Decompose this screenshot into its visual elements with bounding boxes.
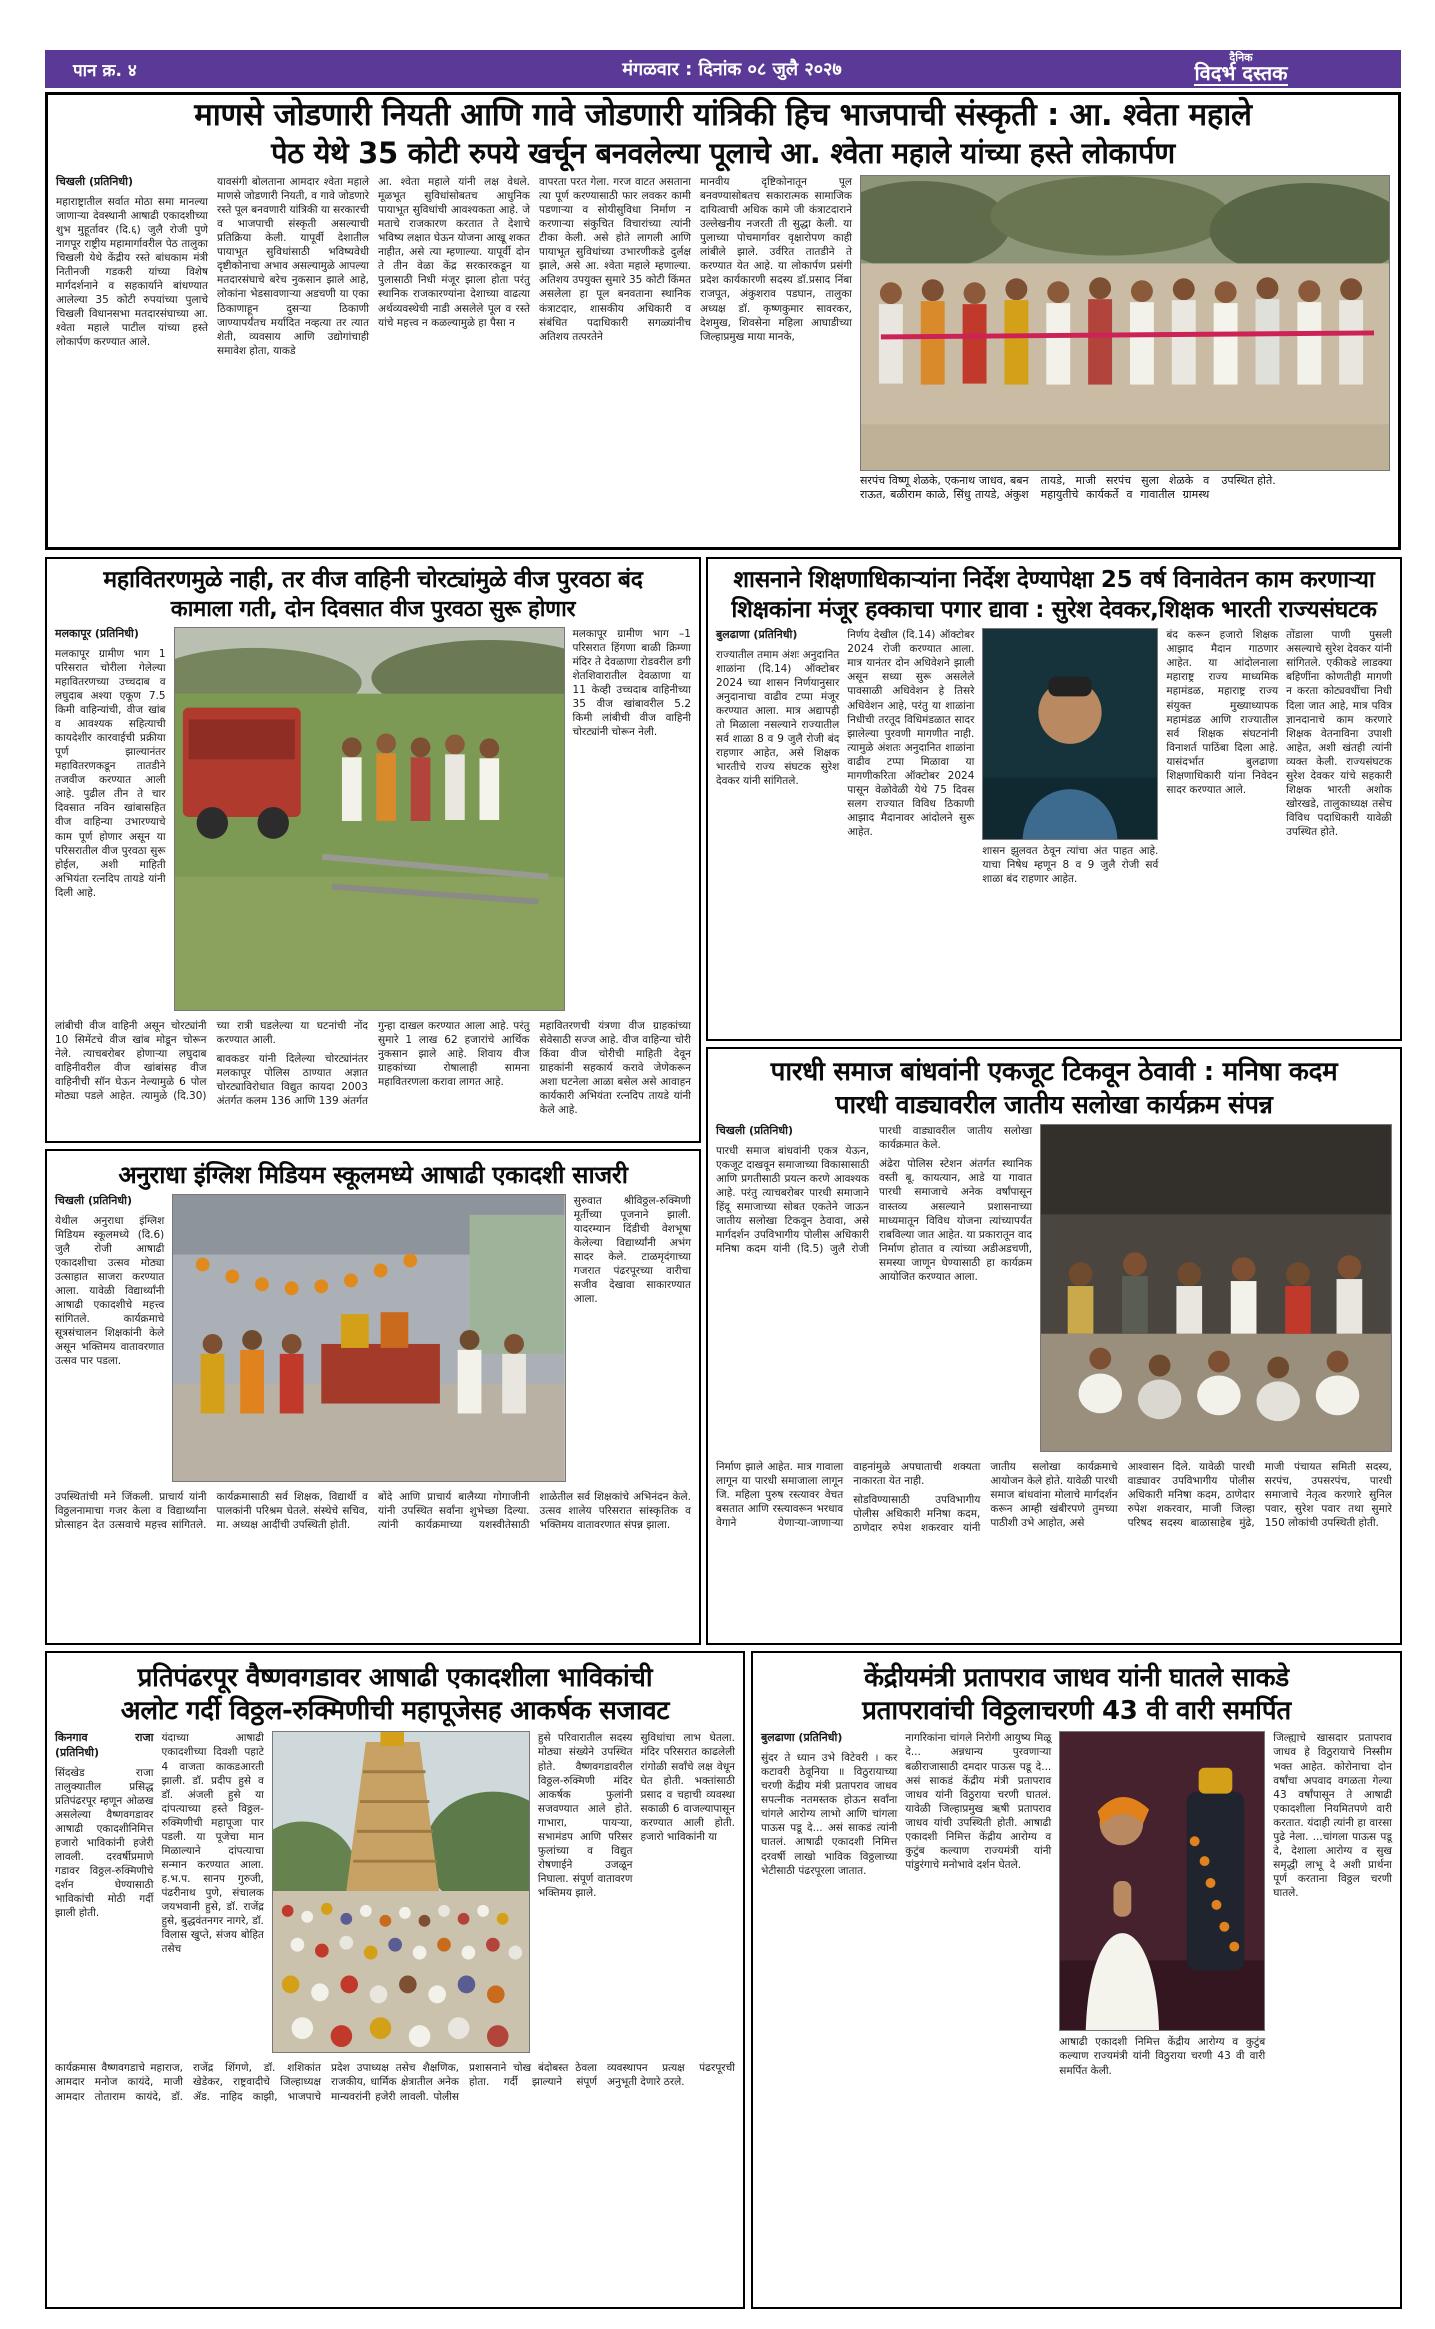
article-3-column-2 (847, 628, 974, 1002)
article-6-column-4 (640, 1731, 735, 2057)
article-2-paragraph: मलकापूर ग्रामीण भाग –1 परिसरात हिंगणा बाळी क्रिम्णा मंदिर ते देवळाणा रोडवरील डगी शेतशिवारातील देवळाणा या 11 केव्ही उच्चदाब वाहिनीच्या 35 वीज खांबावरील 5.2 किमी लांबीची वीज वाहिनी चोरट्यांनी चोरून नेली. (572, 627, 691, 739)
article-2-subheadline: कामाला गती, दोन दिवसात वीज पुरवठा सुरू होणार (170, 596, 576, 622)
article-6-bottom-columns (47, 2057, 743, 2267)
article-3-column-4 (1166, 628, 1278, 1002)
article-pardhi-harmony (706, 1047, 1402, 1645)
article-7-paragraph: जिल्ह्याचे खासदार प्रतापराव जाधव हे विठुरायाचे निस्सीम भक्त आहेत. कोरोनाचा दोन वर्षांचा अपवाद वगळता गेल्या 43 वर्षांपासून ते आषाढी एकादशीला नियमितपणे वारी करतात. यंदाही त्यांनी हा वारसा पुढे नेला. ...चांगला पाऊस पडू दे, देशाला आरोग्य व सुख समृद्धी लाभू दे अशी प्रार्थना पूर्ण करताना विठ्ठल चरणी घातले. (1273, 1732, 1393, 1900)
article-4-headline: पारधी समाज बांधवांनी एकजूट टिकवून ठेवावी : मनिषा कदम (770, 1057, 1338, 1087)
article-6-paragraph: सुविधांचा लाभ घेतला. मंदिर परिसरात काढलेली रांगोळी सर्वांचे लक्ष वेधून घेत होती. भक्तांसाठी प्रसाद व चहाची व्यवस्था सकाळी 6 वाजल्यापासून करण्यात आली होती. हजारो भाविकांनी या (640, 1732, 735, 1843)
article-7-column-2 (905, 1731, 1051, 2267)
article-6-column-2 (161, 1731, 263, 2057)
article-6-paragraph: यंदाच्या आषाढी एकादशीच्या दिवशी पहाटे 4 वाजता काकडआरती झाली. डॉ. प्रदीप हुसे व डॉ. अंजली हुसे या दांपत्याच्या हस्ते विठ्ठल-रुक्मिणीची महापूजा पार पडली. या पूजेचा मान मिळाल्याने दांपत्याचा सन्मान करण्यात आला. ह.भ.प. सानप गुरुजी, पंढरीनाथ पुणे, संचालक जयभवानी हुसे, डॉ. राजेंद्र हुसे, बुद्धवंतनगर नागरे, डॉ. विलास खुप्ते, संजय बोहित तसेच (161, 1732, 264, 1956)
article-3-paragraph: राज्यातील तमाम अंशः अनुदानित शाळांना (दि.14) ऑक्टोबर 2024 च्या शासन निर्णयानुसार अनुदानाचा वाढीव टप्पा मंजूर करण्यात आला. मात्र अद्यापही तो मिळाला नसल्याने राज्यातील सर्व शाळा 8 व 9 जुलै रोजी बंद राहणार आहेत, असे शिक्षक भारतीचे राज्य संघटक सुरेश देवकर यांनी सांगितले. (716, 648, 840, 788)
article-1-dateline: चिखली (प्रतिनिधी) (56, 174, 133, 188)
article-7-column-4 (1273, 1731, 1392, 2267)
article-5-dateline: चिखली (प्रतिनिधी) (55, 1193, 132, 1207)
power-photo-illustration (175, 628, 564, 1010)
masthead (1091, 52, 1401, 86)
article-5-paragraph: येथील अनुराधा इंग्लिश मिडियम स्कूलमध्ये (दि.6) जुलै रोजी आषाढी एकादशीचा उत्सव मोठ्या उत्साहात साजरा करण्यात आला. यावेळी विद्यार्थ्यांनी आषाढी एकादशीचे महत्त्व सांगितले. कार्यक्रमाचे सूत्रसंचालन शिक्षकांनी केले असून भक्तिमय वातावरणात उत्सव पार पडला. (55, 1214, 165, 1368)
article-2-left-column (55, 627, 166, 1015)
article-3-column-5 (1286, 628, 1392, 1002)
article-3-dateline: बुलढाणा (प्रतिनिधी) (716, 628, 798, 642)
praying-illustration (1060, 1732, 1264, 2030)
article-2-right-column (573, 627, 691, 1015)
article-5-headline: अनुराधा इंग्लिश मिडियम स्कूलमध्ये आषाढी एकादशी साजरी (118, 1161, 628, 1189)
edition-date: मंगळवार : दिनांक ०८ जुलै २०२७ (622, 59, 842, 80)
article-4-paragraph: सोडविण्यासाठी उपविभागीय पोलीस अधिकारी मनिषा कदम, ठाणेदार रुपेश शकरवार यांनी जातीय सलोखा कार्यक्रमाचे आयोजन केले होते. यावेळी पारधी समाज बांधवांना मोलाचे मार्गदर्शन करून आम्ही खंबीरपणे तुमच्या पाठीशी उभे आहोत, असे (853, 1461, 1118, 1535)
gathering-illustration (1041, 1125, 1391, 1451)
article-5-left-column (55, 1194, 164, 1486)
article-4-bottom-columns (708, 1456, 1400, 1634)
article-6-headline: प्रतिपंढरपूर वैष्णवगडावर आषाढी एकादशीला भाविकांची (137, 1663, 653, 1693)
article-3-subheadline: शिक्षकांना मंजूर हक्काचा पगार द्यावा : सुरेश देवकर,शिक्षक भारती राज्यसंघटक (731, 596, 1377, 623)
article-1-subheadline: पेठ येथे 35 कोटी रुपये खर्चून बनवलेल्या पूलाचे आ. श्वेता महाले यांच्या हस्ते लोकार्पण (271, 136, 1175, 171)
article-6-dateline: किनगाव राजा (प्रतिनिधी) (55, 1731, 154, 1760)
article-4-dateline: चिखली (प्रतिनिधी) (716, 1124, 793, 1138)
article-7-column-3 (1059, 2035, 1265, 2077)
suresh-devkar-portrait-photo (982, 628, 1158, 840)
article-4-paragraph: निर्माण झाले आहेत. मात्र गावाला लागून या पारधी समाजाला लागून जि. महिला पुरुष रस्त्यावर वेचत बसतात आणि रस्त्यावरून भरधाव वेगाने येणाऱ्या-जाणाऱ्या वाहनांमुळे अपघाताची शक्यता नाकारता येत नाही. (716, 1461, 981, 1530)
page-number: पान क्र. ४ (73, 60, 137, 81)
article-7-paragraph: आषाढी एकादशी निमित्त केंद्रीय आरोग्य व कुटुंब कल्याण राज्यमंत्री यांनी विठुराया चरणी 43 वी वारी समर्पित केली. (1059, 2036, 1266, 2077)
article-3-paragraph: तोंडाला पाणी पुसली असल्याचे सुरेश देवकर यांनी सांगितले. एकीकडे लाडक्या बहिणींना कोणतीही मागणी न करता कोट्यवधींचा निधी दिला जात आहे, मात्र पवित्र ज्ञानदानाचे काम करणारे शिक्षक वेतनाविना उपाशी आहेत, अशी खंतही त्यांनी व्यक्त केली. राज्यसंघटक सुरेश देवकर यांचे सहकारी शिक्षक भारती अशोक खोरखडे, तालुकाध्यक्ष तसेच विविध पदाधिकारी यावेळी उपस्थित होते. (1286, 629, 1392, 839)
article-3-column-3 (982, 844, 1158, 886)
article-5-paragraph: बोंदे आणि प्राचार्य बालैय्या गोगाजीनी यांनी उपस्थित सर्वांना शुभेच्छा दिल्या. त्यांनी कार्यक्रमाच्या यशस्वीतेसाठी शाळेतील सर्व शिक्षकांचे अभिनंदन केले. उत्सव शालेय परिसरात सांस्कृतिक व भक्तिमय वातावरणात संपन्न झाला. (378, 1490, 691, 1531)
article-3-paragraph: बंद करून हजारो शिक्षक आझाद मैदान गाठणार आहेत. या आंदोलनाला महाराष्ट्र राज्य माध्यमिक महामंडळ, महाराष्ट्र राज्य संयुक्त मुख्याध्यापक महामंडळ आणि राज्यातील सर्व शिक्षक संघटनांनी विनाशर्त पाठिंबा दिला आहे. यासंदर्भात बुलढाणा शिक्षणाधिकारी यांना निवेदन सादर करण्यात आले. (1166, 629, 1279, 796)
article-2-paragraph: लांबीची वीज वाहिनी असून चोरट्यांनी 10 सिमेंटचे वीज खांब मोडून चोरून नेले. त्याचबरोबर होणाऱ्या लघुदाब वाहिनीवरील वीज खांबांसह वीज वाहिनीची सॉन घेऊन नेल्यामुळे 6 पोल मोठ्या पडले आहेत. त्यामुळे (दि.30) च्या रात्री घडलेल्या या घटनांची नोंद करण्यात आली. (55, 1019, 368, 1103)
article-1-paragraph: मानवीय दृष्टिकोनातून पूल बनवण्यासोबतच सकारात्मक सामाजिक दायित्वाची अधिक कामे जी कंत्राटदाराने उल्लेखनीय नजरती ती सुद्धा केली. या पुलाच्या पोचमार्गावर वृक्षारोपण काही लांबीले झाले. उर्वरित तातडीने ते करण्यात येत आहे. या लोकार्पण प्रसंगी प्रदेश कार्यकारणी सदस्य डॉ.प्रसाद निंबा राजपूत, अंकुशराव पडघान, तालुका अध्यक्ष डॉ. कृष्णकुमार सावरकर, देशमुख, शिवसेना महिला आघाडीच्या जिल्हाप्रमुख माया मानके, (700, 175, 852, 343)
bridge-photo-caption: सरपंच विष्णू शेळके, एकनाथ जाधव, बबन राऊत, बळीराम काळे, सिंधु तायडे, अंकुश तायडे, माजी सरपंच सुला शेळके व महायुतीचे कार्यकर्ते व गावातील ग्रामस्थ उपस्थित होते. (860, 473, 1276, 502)
article-1-paragraph: आ. श्वेता महाले यांनी लक्ष वेधले. मूळभूत सुविधांसोबतच आधुनिक पायाभूत सुविधांची आवश्यकता आहे. जे मताचे राजकारण करतात ते देशाचे भविष्य लक्षात घेऊन योजना आखू शकत नाहीत, असे त्या म्हणाल्या. यापूर्वी दोन ते तीन वेळा केंद्र सरकारकडून या पुलासाठी निधी मंजूर झाला होता परंतु स्थानिक राजकारण्यांना देशाच्या वाढत्या अर्थव्यवस्थेची नाडी असलेले पूल व रस्ते यांचे महत्त्व न कळल्यामुळे हा पैसा न (378, 175, 530, 329)
article-5-paragraph: सुरुवात श्रीविठ्ठल-रुक्मिणी मूर्तीच्या पूजनाने झाली. यादरम्यान दिंडीची वेशभूषा केलेल्या विद्यार्थ्यांनी अभंग सादर केले. टाळमृदंगाच्या गजरात पंढरपूरच्या वारीचा सजीव देखावा साकारण्यात आला. (573, 1194, 691, 1306)
article-7-paragraph: नागरिकांना चांगले निरोगी आयुष्य मिळू दे... अन्नधान्य पुरवणाऱ्या बळीराजासाठी दमदार पाऊस पडू दे... असं साकडं केंद्रीय मंत्री प्रतापराव जाधव यांनी विठुराया चरणी घातलं. यावेळी जिल्हाप्रमुख ऋषी प्रतापराव जाधव यांची उपस्थिती होती. आषाढी एकादशी निमित्त केंद्रीय आरोग्य व कुटुंब कल्याण राज्यमंत्री यांनी पांडुरंगाचे मनोभावे दर्शन घेतले. (905, 1732, 1052, 1871)
school-celebration-photo (172, 1194, 565, 1482)
article-4-paragraph: आश्वासन दिले. यावेळी पारधी वाड्यावर उपविभागीय पोलीस अधिकारी मनिषा कदम, ठाणेदार रुपेश शकरवार, माजी जिल्हा परिषद सदस्य बाळासाहेब मुंढे, माजी पंचायत समिती सदस्य, सरपंच, उपसरपंच, पारधी समाजाचे नेतृत्व करणारे सुनिल पवार, सुरेश पवार तथा सुमारे 150 लोकांची उपस्थिती होती. (1127, 1461, 1392, 1530)
article-5-bottom-columns (47, 1486, 699, 1644)
article-1-headline: माणसे जोडणारी नियती आणि गावे जोडणारी यांत्रिकी हिच भाजपाची संस्कृती : आ. श्वेता महाले (194, 97, 1252, 133)
article-3-headline: शासनाने शिक्षणाधिकाऱ्यांना निर्देश देण्यापेक्षा 25 वर्ष विनावेतन काम करणाऱ्या (733, 567, 1375, 593)
temple-illustration (273, 1732, 529, 2052)
portrait-illustration (983, 629, 1157, 839)
article-6-subheadline: अलोट गर्दी विठ्ठल-रुक्मिणीची महापूजेसह आकर्षक सजावट (120, 1696, 670, 1727)
article-bridge-inauguration (45, 92, 1401, 550)
article-7-dateline: बुलढाणा (प्रतिनिधी) (761, 1731, 843, 1745)
article-7-headline: केंद्रीयमंत्री प्रतापराव जाधव यांनी घातले साकडे (864, 1663, 1289, 1693)
article-2-paragraph: मलकापूर ग्रामीण भाग 1 परिसरात चोरीला गेलेल्या महावितरणच्या उच्चदाब व लघुदाब अश्या एकूण 7.5 किमी वाहिन्यांची, वीज खांब व आवश्यक सहित्याची कायदेशीर कारवाईची प्रक्रीया पूर्ण झाल्यानंतर महावितरणकडून तातडीने तजवीज करण्यात आली आहे. पुढील तीन ते चार दिवसात नविन खांबासहित वीज वाहिन्या उभारण्याचे काम पूर्ण होणार असून या परिसरातील वीज पुरवठा सुरू होईल, अशी माहिती अभियंता रत्नदिप तायडे यांनी दिली आहे. (55, 647, 166, 899)
article-2-bottom-columns (47, 1015, 699, 1143)
article-4-subheadline: पारधी वाड्यावरील जातीय सलोखा कार्यक्रम संपन्न (835, 1090, 1273, 1120)
article-4-paragraph: अंढेरा पोलिस स्टेशन अंतर्गत स्थानिक वस्ती बू. कायत्यान, आडे या गावात पारधी समाजाचे अनेक वर्षांपासून वास्तव्य असल्याने प्रशासनाच्या माध्यमातून विविध योजना त्यांच्यापर्यंत राबविल्या जात आहेत. या प्रकारातून वाद निर्माण होतात व त्यांच्या अडीअडचणी, समस्या जाणून घेण्यासाठी हा कार्यक्रम आयोजित करण्यात आला. (879, 1158, 1033, 1283)
article-2-paragraph: बावकडर यांनी दिलेल्या चोरट्यांनंतर मलकापूर पोलिस ठाण्यात अज्ञात चोरट्याविरोधात विद्युत कायदा 2003 अंतर्गत कलम 136 आणि 139 अंतर्गत गुन्हा दाखल करण्यात आला आहे. परंतु सुमारे 1 लाख 62 हजारांचे आर्थिक नुकसान झाले आहे. शिवाय वीज ग्राहकांच्या रोषालाही सामना महावितरणला करावा लागत आहे. (216, 1019, 530, 1108)
article-6-paragraph: सिंदखेड राजा तालुक्यातील प्रसिद्ध प्रतिपंढरपूर म्हणून ओळख असलेल्या वैष्णवगडावर आषाढी एकादशीनिमित्त हजारो भाविकांनी हजेरी लावली. दरवर्षीप्रमाणे गडावर विठ्ठल-रुक्मिणीचे दर्शन घेण्यासाठी भाविकांची मोठी गर्दी झाली होती. (55, 1766, 154, 1920)
power-line-theft-photo (174, 627, 565, 1011)
article-1-paragraph: महाराष्ट्रातील सर्वात मोठा समा मानल्या जाणाऱ्या देवस्थानी आषाढी एकादशीच्या शुभ मुहूर्तावर (दि.६) जुलै रोजी पुणे नागपूर राष्ट्रीय महामार्गावरील पेठ तालुका चिखली येथे केंद्रीय रस्ते बांधकाम मंत्री नितीनजी गडकरी यांच्या विशेष मार्गदर्शनाने व सहकार्याने बांधण्यात आलेल्या 35 कोटी रुपयांच्या पुलाचे चिखली विधानसभा मतदारसंघाच्या आ. श्वेता महाले पाटील यांच्या हस्ते लोकार्पण करण्यात आले. (56, 195, 208, 349)
article-6-paragraph: कार्यक्रमास वैष्णवगडाचे महाराज, आमदार मनोज कायंदे, माजी आमदार तोताराम कायंदे, डॉ. राजेंद्र शिंगणे, डॉ. शशिकांत खेडेकर, राष्ट्रवादीचे जिल्हाध्यक्ष ॲड. नाहिद काझी, भाजपाचे प्रदेश उपाध्यक्ष तसेच शैक्षणिक, राजकीय, धार्मिक क्षेत्रातील अनेक मान्यवरांनी हजेरी लावली. पोलीस प्रशासनाने चोख बंदोबस्त ठेवला होता. गर्दी झाल्याने संपूर्ण व्यवस्थापन प्रत्यक्ष पंढरपूरची अनुभूती देणारे ठरले. (55, 2062, 735, 2103)
article-school-ekadashi (45, 1149, 701, 1645)
article-4-paragraph: पारधी समाज बांधवांनी एकत्र येऊन, एकजूट दाखवून समाजाच्या विकासासाठी आणि प्रगतीसाठी प्रयत्न करणे आवश्यक आहे. परंतु त्याचबरोबर पारधी समाजाने हिंदू समाजाच्या सोबत एकतेने जाऊन जातीय सलोखा टिकवून ठेवावा, असे मार्गदर्शन उपविभागीय पोलीस अधिकारी मनिषा कदम यांनी (दि.5) जुलै रोजी पारधी वाड्यावरील जातीय सलोखा कार्यक्रमात केले. (716, 1125, 1033, 1256)
vaishnavgad-temple-crowd-photo (272, 1731, 530, 2053)
article-2-paragraph: महावितरणची यंत्रणा वीज ग्राहकांच्या सेवेसाठी सज्ज आहे. वीज वाहिन्या चोरी किंवा वीज चोरीची माहिती देवून ग्राहकांनी सहकार्य करावे जेणेकरून अशा घटनेला आळा बसेल असे आवाहन कार्यकारी अभियंता रत्नदिप तायडे यांनी केले आहे. (539, 1019, 691, 1117)
pardhi-gathering-photo (1040, 1124, 1392, 1452)
article-teachers-pay (706, 557, 1402, 1041)
school-illustration (173, 1195, 564, 1481)
article-3-paragraph: निर्णय देखील (दि.14) ऑक्टोबर 2024 रोजी करण्यात आला. मात्र यानंतर दोन अधिवेशने झाली असून सध्या सुरू असलेले पावसाळी अधिवेशन हे तिसरे अधिवेशन आहे, परंतु या शाळांना निधीची तरतूद विधिमंडळात सादर झालेल्या पुरवणी मागणीत नाही. त्यामुळे अंशतः अनुदानित शाळांना वाढीव टप्पा मिळावा या मागणीकरिता ऑक्टोबर 2024 पासून वेळोवेळी येथे 75 दिवस सलग राज्यात विविध ठिकाणी आझाद मैदानावर आंदोलने सुरू आहेत. (847, 629, 975, 839)
article-3-paragraph: शासन झुलवत ठेवून त्यांचा अंत पाहत आहे. याचा निषेध म्हणून 8 व 9 जुलै रोजी सर्व शाळा बंद राहणार आहेत. (982, 845, 1159, 886)
page-header-bar (45, 50, 1401, 88)
article-4-left-columns (716, 1124, 1032, 1456)
article-6-paragraph: हुसे परिवारातील सदस्य मोठ्या संख्येने उपस्थित होते. वैष्णवगडावरील विठ्ठल-रुक्मिणी मंदिर आकर्षक फुलांनी सजवण्यात आले होते. गाभारा, पायऱ्या, सभामंडप आणि परिसर फुलांच्या व विद्युत रोषणाईने उजळून निघाला. संपूर्ण वातावरण भक्तिमय झाले. (537, 1732, 633, 1900)
masthead-title: विदर्भ दस्तक (1194, 61, 1288, 86)
article-7-column-1 (761, 1731, 897, 2267)
masthead-daily-label: दैनिक (1229, 51, 1253, 65)
article-prataprao-wari (751, 1651, 1402, 2309)
article-6-column-3 (538, 1731, 633, 2057)
article-1-paragraph: वापरता परत गेला. गरज वाटत असताना त्या पूर्ण करण्यासाठी फार लवकर कामी पडणाऱ्या व सोयीसुविधा निर्माण न करणाऱ्या संकुचित विचारांच्या त्यांनी टीका केली. असे होते लागली आणि पायाभूत सुविधांच्या उभारणीकडे दुर्लक्ष झाले, असे आ. श्वेता महाले म्हणाल्या. अतिशय उपयुक्त सुमारे 35 कोटी किंमत असलेला हा पूल बनवताना स्थानिक कंत्राटदार, शासकीय अधिकारी व संबंधित पदाधिकारी सगळ्यांनीच अतिशय तत्परतेने (539, 175, 691, 343)
bridge-inauguration-photo (860, 175, 1390, 471)
article-6-column-1 (55, 1731, 153, 2057)
article-vaishnavgad (45, 1651, 745, 2309)
article-7-paragraph: सुंदर ते ध्यान उभे विटेवरी । कर कटावरी ठेवूनिया ॥ विठुरायाच्या चरणी केंद्रीय मंत्री प्रतापराव जाधव सपत्नीक नतमस्तक होऊन सर्वांना चांगले आरोग्य लाभो आणि चांगला पाऊस पडू दे... असं साकडं त्यांनी घातलं. आषाढी एकादशी निमित्त दरवर्षी लाखो भाविक विठ्ठलाच्या भेटीसाठी पंढरपूरला जातात. (761, 1752, 898, 1877)
prataprao-praying-photo (1059, 1731, 1265, 2031)
article-power-theft (45, 557, 701, 1143)
article-5-paragraph: उपस्थितांची मने जिंकली. प्राचार्य यांनी विठ्ठलनामाचा गजर केला व विद्यार्थ्यांना प्रोत्साहन देत उत्सवाचे महत्त्व सांगितले. कार्यक्रमासाठी सर्व शिक्षक, विद्यार्थी व पालकांनी परिश्रम घेतले. संस्थेचे सचिव, मा. अध्यक्ष आदींची उपस्थिती होती. (55, 1490, 368, 1531)
article-2-headline: महावितरणमुळे नाही, तर वीज वाहिनी चोरट्यांमुळे वीज पुरवठा बंद (103, 567, 643, 593)
bridge-photo-illustration (861, 176, 1389, 470)
article-5-right-column (574, 1194, 691, 1486)
article-7-subheadline: प्रतापरावांची विठ्ठलाचरणी 43 वी वारी समर्पित (862, 1696, 1291, 1727)
article-1-paragraph: यावसंगी बोलताना आमदार श्वेता महाले माणसे जोडणारी नियती, व गावे जोडणारे रस्ते पूल बनवणारी यांत्रिकी या सरकारची व भाजपाची संस्कृती असल्याची प्रतिक्रिया केली. यापूर्वी देशातील पायाभूत सुविधांसाठी भविष्यवेधी दृष्टीकोनाचा अभाव असल्यामुळे आपल्या मतदारसंघाचे बरेच नुकसान झाले आहे, लोकांना भेडसावणाऱ्या अडचणी या एका ठिकाणाहून दुसऱ्या ठिकाणी जाण्यापर्यंतच मर्यादित नव्हत्या तर त्यात शेती, व्यवसाय आणि उद्योगांचाही समावेश होता, याकडे (217, 175, 369, 357)
article-1-body (56, 175, 852, 539)
article-2-dateline: मलकापूर (प्रतिनिधी) (55, 626, 139, 640)
article-3-column-1 (716, 628, 839, 1002)
